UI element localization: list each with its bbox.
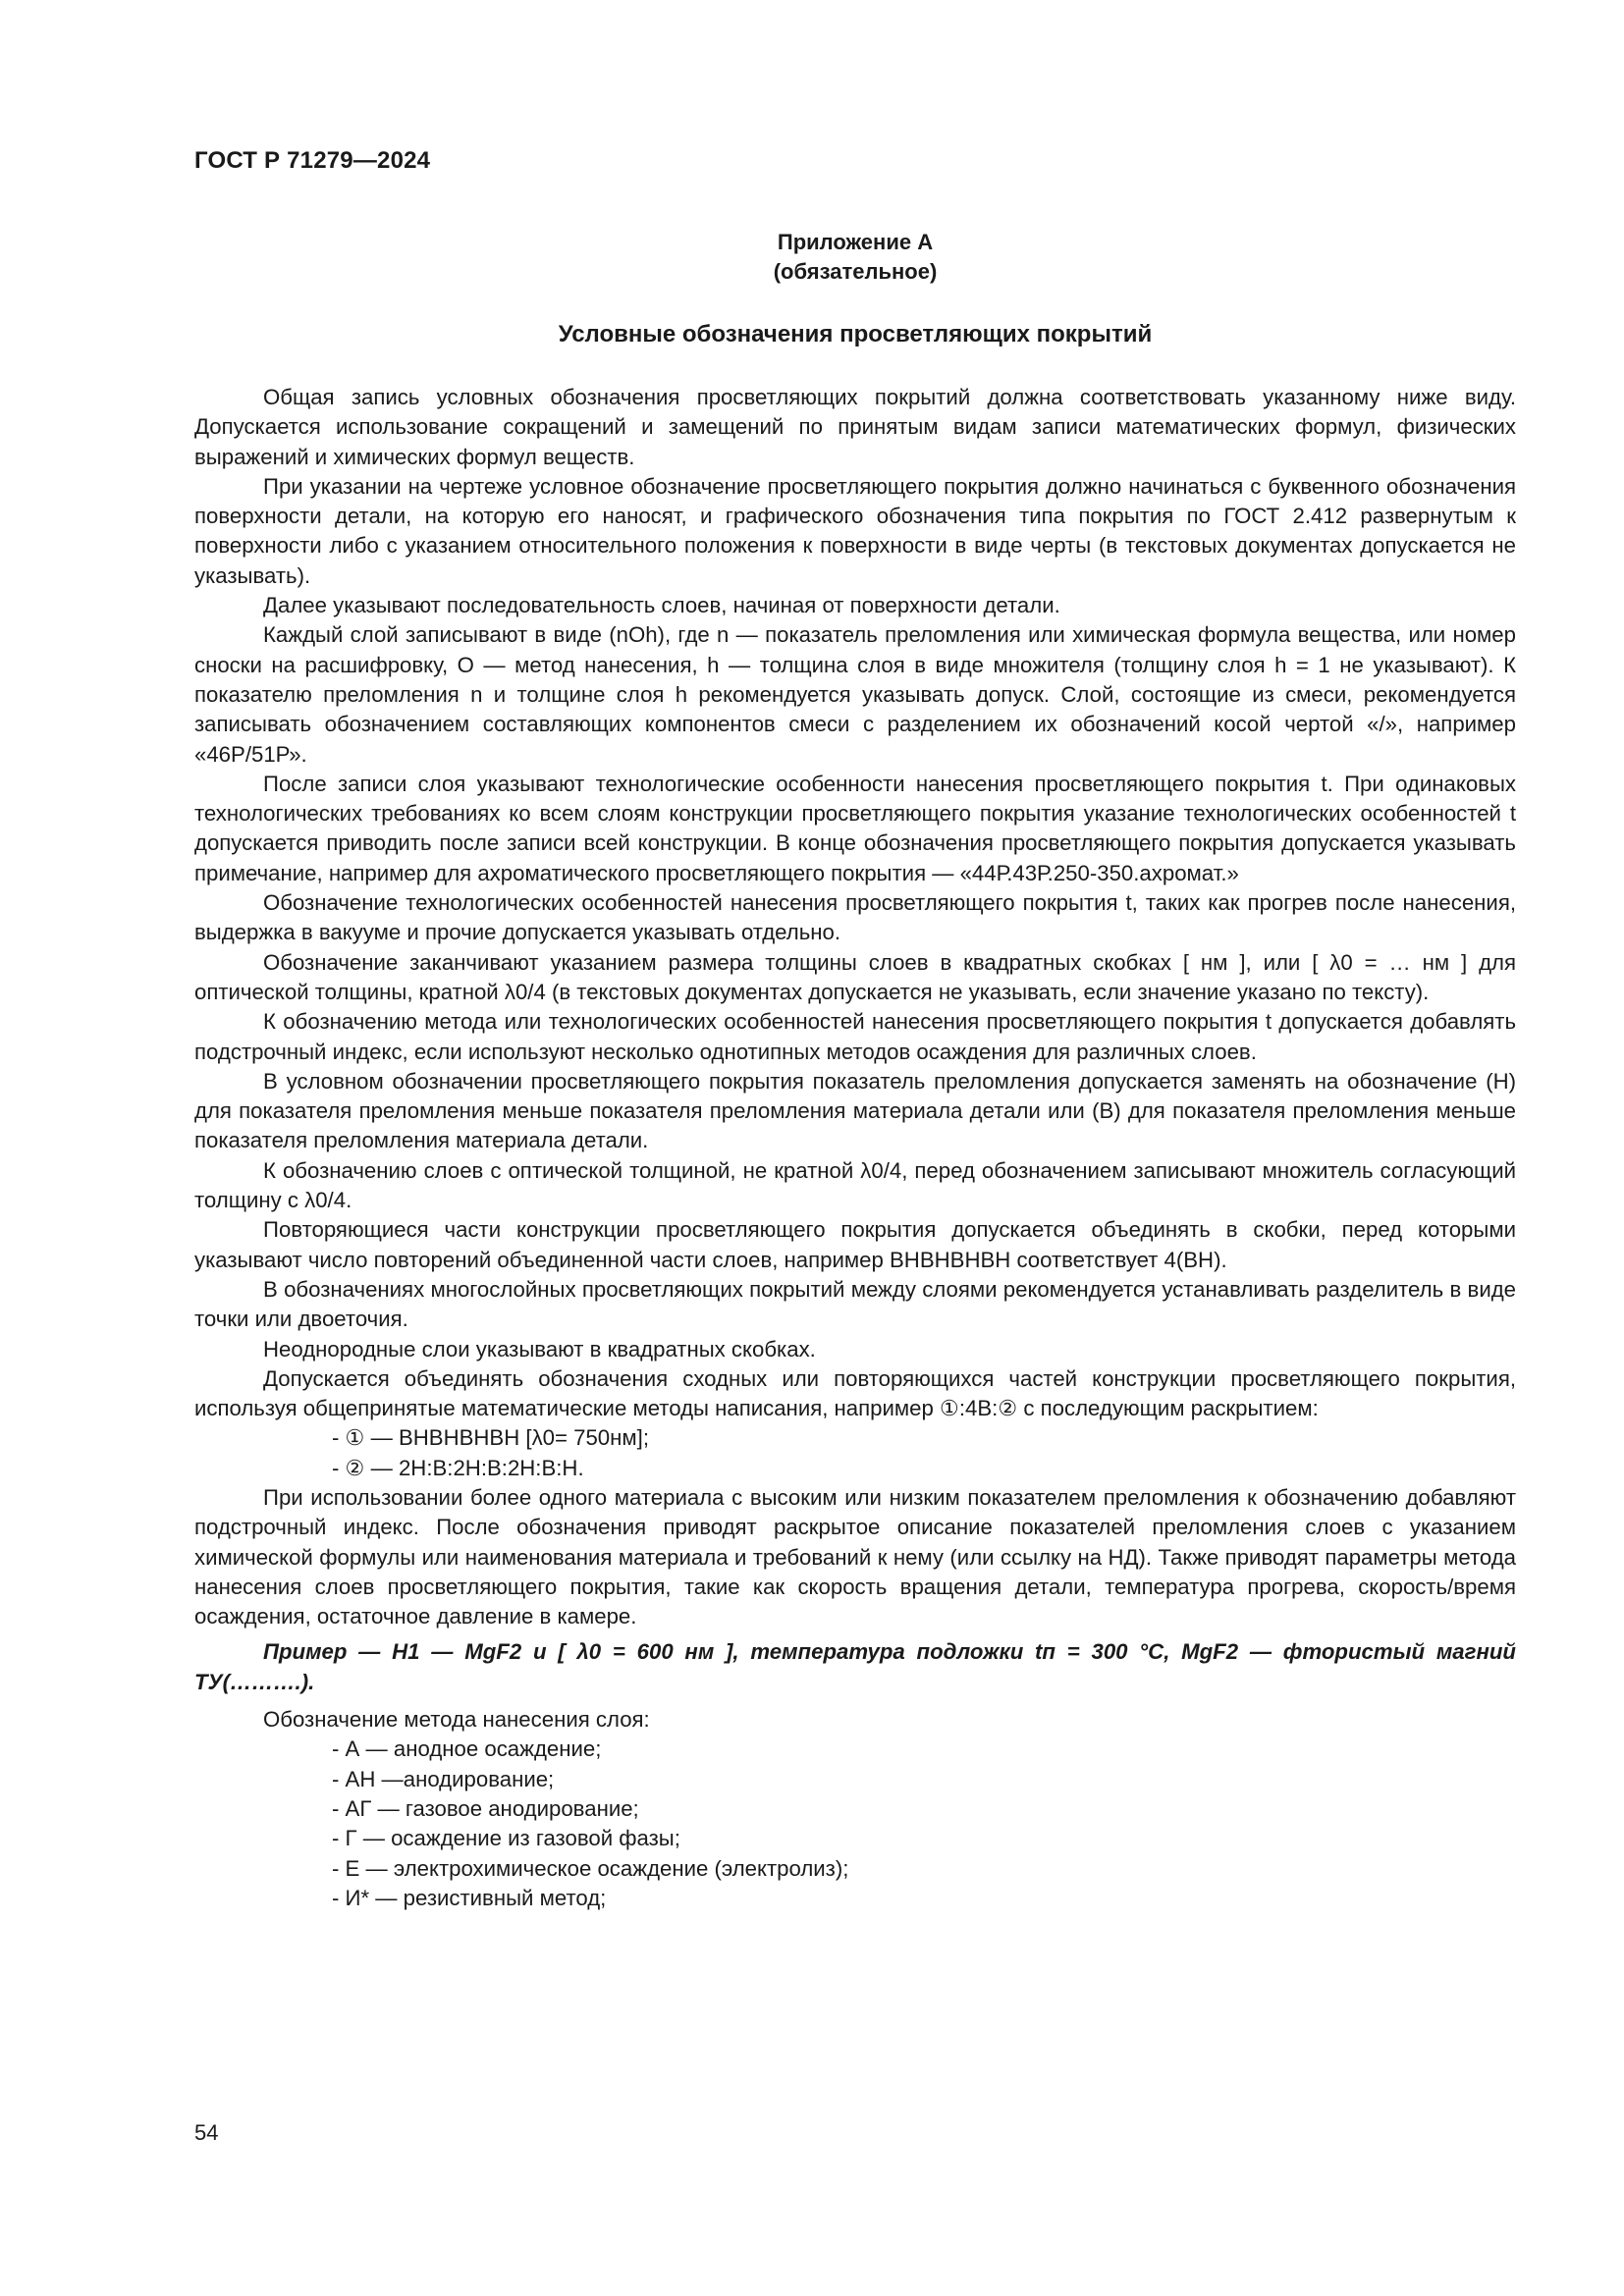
list-item: - ② — 2Н:В:2Н:В:2Н:В:Н. — [332, 1455, 584, 1480]
paragraph: Общая запись условных обозначения просветляющих покрытий должна соответствовать указанному ниже виду. Допускается использование сокращений и замещений по принятым видам записи математических формул, физических выражений и химических формул веществ. — [194, 385, 1516, 469]
list-item: - АГ — газовое анодирование; — [332, 1795, 639, 1821]
paragraph: Обозначение метода нанесения слоя: — [263, 1707, 650, 1733]
list-item: - Е — электрохимическое осаждение (электролиз); — [332, 1855, 849, 1881]
example: Пример — H1 — MgF2 и [ λ0 = 600 нм ], температура подложки tп = 300 °С, MgF2 — фтористый магний ТУ(……….). — [194, 1639, 1516, 1694]
annex-title: Приложение А — [777, 230, 934, 254]
list-item: - ① — ВНВНВНВН [λ0= 750нм]; — [332, 1425, 649, 1451]
section-title: Условные обозначения просветляющих покрытий — [558, 321, 1153, 347]
paragraph: В обозначениях многослойных просветляющих покрытий между слоями рекомендуется устанавливать разделитель в виде точки или двоеточия. — [194, 1276, 1516, 1332]
paragraph: После записи слоя указывают технологические особенности нанесения просветляющего покрытия t. При одинаковых технологических требованиях ко всем слоям конструкции просветляющего покрытия указание технологических особенностей t допускается приводить после записи всей конструкции. В конце обозначения просветляющего покрытия допускается указывать примечание, например для ахроматического просветляющего покрытия — «44Р.43Р.250-350.ахромат.» — [194, 771, 1516, 885]
paragraph: Обозначение технологических особенностей нанесения просветляющего покрытия t, таких как прогрев после нанесения, выдержка в вакууме и прочие допускается указывать отдельно. — [194, 890, 1516, 945]
page-number: 54 — [194, 2120, 219, 2145]
paragraph: К обозначению слоев с оптической толщиной, не кратной λ0/4, перед обозначением записывают множитель согласующий толщину с λ0/4. — [194, 1157, 1516, 1213]
paragraph: В условном обозначении просветляющего покрытия показатель преломления допускается заменять на обозначение (Н) для показателя преломления меньше показателя преломления материала детали или (В) для показателя преломления меньше показателя преломления материала детали. — [194, 1068, 1516, 1153]
document-body — [194, 383, 1516, 1913]
paragraph: При указании на чертеже условное обозначение просветляющего покрытия должно начинаться с буквенного обозначения поверхности детали, на которую его наносят, и графического обозначения типа покрытия по ГОСТ 2.412 развернутым к поверхности либо с указанием относительного положения к поверхности в виде черты (в текстовых документах допускается не указывать). — [194, 473, 1516, 588]
annex-status: (обязательное) — [773, 259, 938, 284]
list-item: - Г — осаждение из газовой фазы; — [332, 1826, 680, 1851]
paragraph: Допускается объединять обозначения сходных или повторяющихся частей конструкции просветляющего покрытия, используя общепринятые математические методы написания, например ①:4В:② с последующим раскрытием: — [194, 1365, 1516, 1421]
paragraph: Каждый слой записывают в виде (nOh), где n — показатель преломления или химическая формула вещества, или номер сноски на расшифровку, О — метод нанесения, h — толщина слоя в виде множителя (толщину слоя h = 1 не указывают). К показателю преломления n и толщине слоя h рекомендуется указывать допуск. Слой, состоящие из смеси, рекомендуется записывать обозначением составляющих компонентов смеси с разделением их обозначений косой чертой «/», например «46Р/51Р». — [194, 622, 1516, 767]
paragraph: Неоднородные слои указывают в квадратных скобках. — [263, 1336, 816, 1362]
paragraph: При использовании более одного материала с высоким или низким показателем преломления к обозначению добавляют подстрочный индекс. После обозначения приводят раскрытое описание показателей преломления слоев с указанием химической формулы или наименования материала и требований к нему (или ссылку на НД). Также приводят параметры метода нанесения слоев просветляющего покрытия, такие как скорость вращения детали, температура прогрева, скорость/время осаждения, остаточное давление в камере. — [194, 1484, 1516, 1629]
document-header: ГОСТ Р 71279—2024 — [194, 147, 431, 174]
list-item: - АН —анодирование; — [332, 1766, 555, 1791]
paragraph: К обозначению метода или технологических особенностей нанесения просветляющего покрытия t допускается добавлять подстрочный индекс, если используют несколько однотипных методов осаждения для различных слоев. — [194, 1009, 1516, 1064]
list-item: - А — анодное осаждение; — [332, 1736, 602, 1762]
paragraph: Повторяющиеся части конструкции просветляющего покрытия допускается объединять в скобки, перед которыми указывают число повторений объединенной части слоев, например ВНВНВНВН соответствует 4(ВН). — [194, 1217, 1516, 1272]
list-item: - И* — резистивный метод; — [332, 1885, 607, 1910]
paragraph: Далее указывают последовательность слоев, начиная от поверхности детали. — [263, 593, 1060, 618]
paragraph: Обозначение заканчивают указанием размера толщины слоев в квадратных скобках [ нм ], или [ λ0 = … нм ] для оптической толщины, кратной λ0/4 (в текстовых документах допускается не указывать, если значение указано по тексту). — [194, 949, 1516, 1004]
